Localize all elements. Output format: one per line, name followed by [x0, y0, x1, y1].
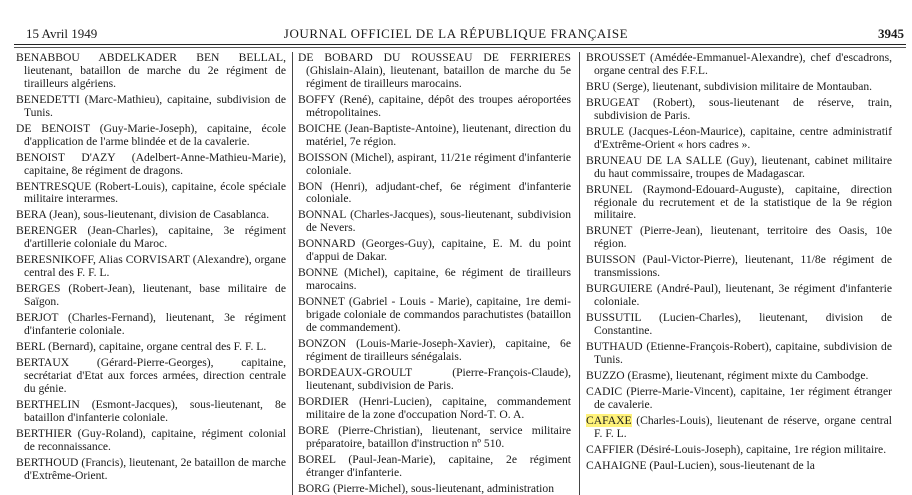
entry-text: organe central des F. F. L. — [24, 253, 286, 280]
entry-name: BORG (Pierre-Michel), — [298, 481, 409, 495]
entry — [298, 209, 571, 235]
entry-name: CAFFIER (Désiré-Louis-Joseph), — [586, 442, 744, 456]
entry — [586, 444, 892, 457]
entry-text: sous-lieutenant, administration — [411, 481, 554, 495]
entry-text: capitaine, 1re demi-brigade coloniale de commandos parachutistes (bataillon de commandement). — [306, 295, 571, 334]
entry-text: lieutenant, territoire des Oasis, 10e région. — [594, 224, 892, 251]
entry-text: lieutenant, régiment mixte du Cambodge. — [675, 368, 869, 382]
entry-name: BONZON (Louis-Marie-Joseph-Xavier), — [298, 336, 496, 350]
entry — [16, 428, 286, 454]
entry-text: capitaine, 6e régiment de tirailleurs marocains. — [306, 266, 571, 293]
header-page-number: 3945 — [878, 26, 904, 41]
entry — [586, 341, 892, 367]
entry-name: BUSSUTIL (Lucien-Charles), — [586, 311, 742, 325]
entry-text: capitaine, organe central des F. F. L. — [98, 340, 267, 354]
entry-name: BONNE (Michel), — [298, 266, 388, 280]
entry-name: BORDEAUX-GROULT (Pierre-François-Claude), — [298, 365, 571, 379]
entry-name: BERESNIKOFF, Alias CORVISART (Alexandre), — [16, 253, 252, 267]
entry — [586, 254, 892, 280]
column-2 — [298, 52, 571, 495]
entry-text: (Charles-Louis), lieutenant de réserve, organe central F. F. L. — [594, 413, 892, 440]
entry — [586, 97, 892, 123]
entry-name: BUTHAUD (Etienne-François-Robert), — [586, 340, 772, 354]
entry-text: sous-lieutenant de la — [719, 458, 815, 472]
entry-name: BERA (Jean), — [16, 208, 81, 222]
entry-name: BOREL (Paul-Jean-Marie), — [298, 452, 436, 466]
entry-text: capitaine, E. M. du point d'appui de Dakar. — [306, 237, 571, 264]
column-divider-1 — [292, 52, 293, 495]
entry — [16, 399, 286, 425]
entry-name: BRUGEAT (Robert), — [586, 95, 696, 109]
header-rule-double — [14, 47, 906, 48]
entry — [298, 94, 571, 120]
entry-name: BORDIER (Henri-Lucien), — [298, 394, 433, 408]
entry-name: BUZZO (Erasme), — [586, 368, 673, 382]
entry-name: BONNARD (Georges-Guy), — [298, 237, 435, 251]
entry — [586, 370, 892, 383]
entry — [16, 254, 286, 280]
entry — [586, 81, 892, 94]
entry-text: capitaine, 3e régiment d'artillerie coloniale du Maroc. — [24, 224, 286, 251]
entry — [16, 341, 286, 354]
entry-name: BRUNEL (Raymond-Edouard-Auguste), — [586, 182, 785, 196]
entry-text: sous-lieutenant, division de Casablanca. — [83, 208, 270, 222]
entry-text: sous-lieutenant, 8e bataillon d'infanterie coloniale. — [24, 397, 286, 424]
entry-name: BURGUIERE (André-Paul), — [586, 282, 721, 296]
entry-name: BROUSSET (Amédée-Emmanuel-Alexandre), — [586, 52, 806, 64]
column-3 — [586, 52, 892, 495]
entry — [298, 238, 571, 264]
entry-name: BERTHIER (Guy-Roland), — [16, 426, 146, 440]
entry — [298, 338, 571, 364]
entry-name: BRU (Serge), — [586, 79, 650, 93]
header-rule — [14, 44, 906, 45]
entry — [586, 155, 892, 181]
entry-text: lieutenant, subdivision de Paris. — [306, 378, 454, 392]
entry-name: BERTAUX (Gérard-Pierre-Georges), — [16, 356, 214, 370]
entry — [16, 181, 286, 207]
column-1 — [16, 52, 286, 495]
entry — [298, 396, 571, 422]
entry — [298, 454, 571, 480]
entry-name: BORE (Pierre-Christian), — [298, 423, 423, 437]
entry-text: lieutenant, division de Constantine. — [594, 311, 892, 338]
entry — [16, 312, 286, 338]
entry-name: BONNAL (Charles-Jacques), — [298, 208, 437, 222]
entry-name: BUISSON (Paul-Victor-Pierre), — [586, 253, 738, 267]
entry-name: BRULE (Jacques-Léon-Maurice), — [586, 124, 746, 138]
entry-name: BERJOT (Charles-Fernand), — [16, 311, 156, 325]
entry-text: chef d'escadrons, organe central des F.F.L. — [594, 52, 892, 77]
entry-text: capitaine, 8e régiment de dragons. — [24, 163, 184, 177]
entry — [298, 296, 571, 335]
entry-text: capitaine, 1er régiment étranger de cavalerie. — [594, 384, 892, 411]
entry — [16, 283, 286, 309]
entry-text: lieutenant, cabinet militaire du haut commissaire, troupes de Madagascar. — [594, 153, 892, 180]
entry — [16, 94, 286, 120]
page-header — [0, 26, 912, 44]
entry-text: capitaine, 6e régiment de tirailleurs sénégalais. — [306, 336, 571, 363]
entry-highlighted — [586, 415, 892, 441]
entry-text: capitaine, direction régionale du recrutement et de la statistique de la 9e région militaire. — [594, 182, 892, 222]
entry — [586, 283, 892, 309]
entry-name: BOISSON (Michel), — [298, 150, 395, 164]
entry-text: capitaine, école spéciale militaire interarmes. — [24, 179, 286, 206]
entry-text: lieutenant, 11/8e régiment de transmissions. — [594, 253, 892, 280]
entry-text: lieutenant, 2e bataillon de marche d'Extrême-Orient. — [24, 455, 286, 482]
entry-name: BOICHE (Jean-Baptiste-Antoine), — [298, 121, 459, 135]
entry-name: CAHAIGNE (Paul-Lucien), — [586, 458, 717, 472]
entry-name: BERTHELIN (Esmont-Jacques), — [16, 397, 178, 411]
entry-name: BENTRESQUE (Robert-Louis), — [16, 179, 168, 193]
entry-text: adjudant-chef, 6e régiment d'infanterie coloniale. — [306, 179, 571, 206]
entry-text: capitaine, école d'application de l'arme blindée et de la cavalerie. — [24, 121, 286, 148]
entry-name: BOFFY (René), — [298, 92, 375, 106]
entry — [586, 225, 892, 251]
entry — [16, 123, 286, 149]
entry-text: aspirant, 11/21e régiment d'infanterie coloniale. — [306, 150, 571, 177]
entry-text: lieutenant, bataillon de marche du 2e régiment de tirailleurs algériens. — [24, 63, 286, 90]
entry — [586, 52, 892, 78]
entry-text: capitaine, subdivision de Tunis. — [24, 92, 286, 119]
entry-name: BRUNEAU DE LA SALLE (Guy), — [586, 153, 758, 167]
entry-name: BERENGER (Jean-Charles), — [16, 224, 159, 238]
entry — [16, 457, 286, 483]
entry — [16, 357, 286, 396]
entry-text: capitaine, régiment colonial de reconnaissance. — [24, 426, 286, 453]
entry-name: BONNET (Gabriel - Louis - Marie), — [298, 295, 473, 309]
entry — [298, 367, 571, 393]
entry — [298, 483, 571, 495]
entry — [586, 126, 892, 152]
entry-text: capitaine, 1re région militaire. — [746, 442, 887, 456]
entry-text: sous-lieutenant, subdivision de Nevers. — [306, 208, 571, 235]
entry-text: lieutenant, bataillon de marche du 5e régiment de tirailleurs marocains. — [306, 63, 571, 90]
column-divider-2 — [579, 52, 580, 495]
entry — [16, 152, 286, 178]
entry-name: CAFAXE — [586, 413, 632, 427]
entry-text: lieutenant, subdivision militaire de Montauban. — [652, 79, 873, 93]
entry-name: BERTHOUD (Francis), — [16, 455, 127, 469]
entry-name: BENABBOU ABDELKADER BEN BELLAL, — [16, 52, 286, 64]
entry-name: BERL (Bernard), — [16, 340, 97, 354]
entry — [298, 52, 571, 91]
entry-name: DE BOBARD DU ROUSSEAU DE FERRIERES (Ghislain-Alain), — [298, 52, 571, 77]
entry-text: capitaine, commandement militaire de la zone d'occupation Nord-T. O. A. — [306, 394, 571, 421]
entry-text: lieutenant, direction du matériel, 7e région. — [306, 121, 571, 148]
entry-text: capitaine, 2e régiment étranger d'infanterie. — [306, 452, 571, 479]
entry-text: capitaine, centre administratif d'Extrême-Orient « hors cadres ». — [594, 124, 892, 151]
entry — [298, 123, 571, 149]
entry-name: CADIC (Pierre-Marie-Vincent), — [586, 384, 737, 398]
entry-text: lieutenant, service militaire préparatoire, bataillon d'instruction nº 510. — [306, 423, 571, 450]
entry-name: BENEDETTI (Marc-Mathieu), — [16, 92, 163, 106]
entry-text: sous-lieutenant de réserve, train, subdivision de Paris. — [594, 95, 892, 122]
entry — [16, 52, 286, 91]
entry-text: capitaine, dépôt des troupes aéroportées métropolitaines. — [306, 92, 571, 119]
entry — [586, 312, 892, 338]
entry-name: BENOIST D'AZY (Adelbert-Anne-Mathieu-Marie), — [16, 150, 286, 164]
entry — [586, 184, 892, 223]
entry-text: lieutenant, base militaire de Saïgon. — [24, 282, 286, 309]
header-title: JOURNAL OFFICIEL DE LA RÉPUBLIQUE FRANÇAISE — [283, 26, 629, 41]
entry-name: BRUNET (Pierre-Jean), — [586, 224, 703, 238]
entry — [16, 225, 286, 251]
header-date: 15 Avril 1949 — [26, 26, 98, 41]
entry — [16, 209, 286, 222]
entry-name: DE BENOIST (Guy-Marie-Joseph), — [16, 121, 198, 135]
entry-text: lieutenant, 3e régiment d'infanterie coloniale. — [24, 311, 286, 338]
entry — [298, 152, 571, 178]
entry-text: lieutenant, 3e régiment d'infanterie coloniale. — [594, 282, 892, 309]
entry — [298, 425, 571, 451]
entry-text: capitaine, secrétariat d'Etat aux forces armées, direction centrale du génie. — [24, 356, 286, 395]
entry — [298, 267, 571, 293]
entry-name: BON (Henri), — [298, 179, 368, 193]
entry — [586, 386, 892, 412]
entry-name: BERGES (Robert-Jean), — [16, 282, 135, 296]
entry-text: capitaine, subdivision de Tunis. — [594, 340, 892, 366]
entry — [298, 181, 571, 207]
entry — [586, 460, 892, 473]
